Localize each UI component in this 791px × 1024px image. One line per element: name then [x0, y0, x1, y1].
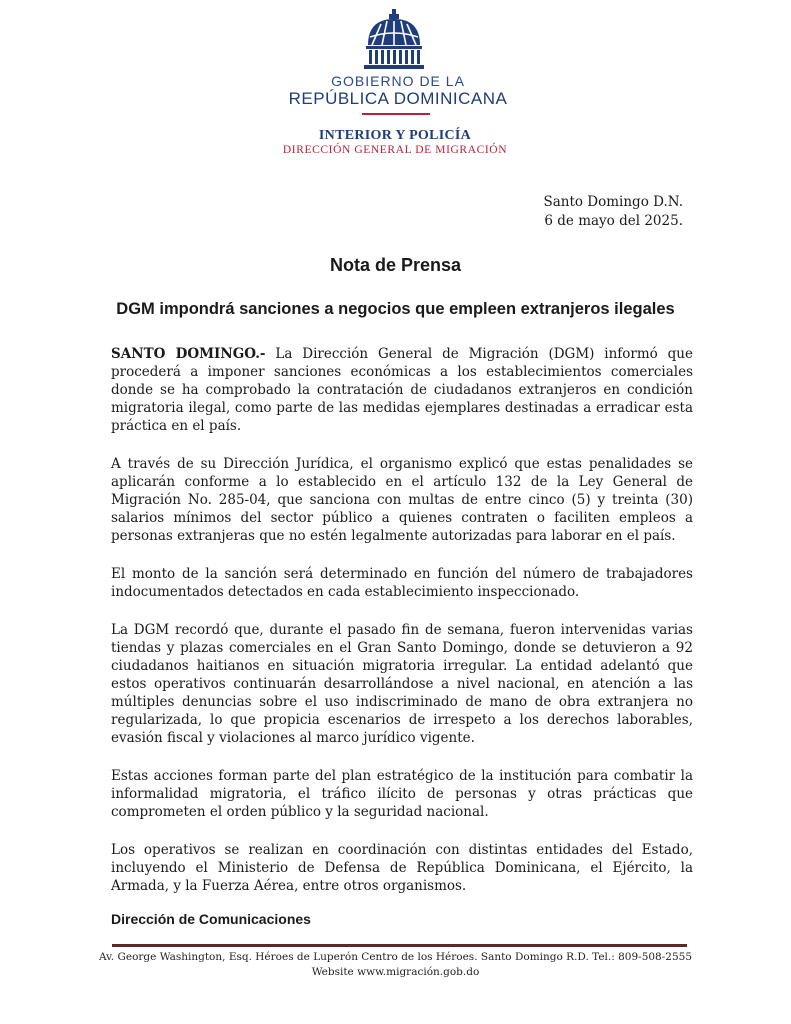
- ministry-name: INTERIOR Y POLICÍA: [318, 128, 472, 143]
- dateline-date: 6 de mayo del 2025.: [544, 213, 683, 229]
- body-paragraph-4: La DGM recordó que, durante el pasado fin de semana, fueron intervenidas varias tiendas y plazas comerciales en el Gran Santo Domingo, donde se detuvieron a 92 ciudadanos haitianos en situación migratoria irregular. La entidad adelantó que estos operativos continuarán desarrollándose a nivel nacional, en atención a las múltiples denuncias sobre el uso indiscriminado de mano de obra extranjera no regularizada, lo que propicia escenarios de irrespeto a los derechos laborables, evasión fiscal y violaciones al marco jurídico vigente.: [111, 622, 693, 746]
- agency-name: DIRECCIÓN GENERAL DE MIGRACIÓN: [282, 144, 508, 156]
- body-paragraph-6: Los operativos se realizan en coordinación con distintas entidades del Estado, incluyendo el Ministerio de Defensa de República Dominicana, el Ejército, la Armada, y la Fuerza Aérea, entre otros organismos.: [111, 842, 693, 894]
- capitol-dome-icon: [362, 9, 426, 71]
- footer-divider: [112, 944, 687, 947]
- footer-address: Av. George Washington, Esq. Héroes de Luperón Centro de los Héroes. Santo Domingo R.D. Tel.: 809-508-2555: [98, 951, 693, 963]
- dateline: [543, 193, 683, 231]
- body-paragraph-3: El monto de la sanción será determinado en función del número de trabajadores indocumentados detectados en cada establecimiento inspeccionado.: [111, 566, 693, 600]
- footer-website: Website www.migración.gob.do: [311, 966, 480, 978]
- signature-department: Dirección de Comunicaciones: [111, 911, 311, 927]
- body-paragraph-1: [111, 345, 693, 435]
- lead-in: SANTO DOMINGO.-: [111, 346, 266, 362]
- body-paragraph-5: Estas acciones forman parte del plan estratégico de la institución para combatir la informalidad migratoria, el tráfico ilícito de personas y otras prácticas que comprometen el orden público y la seguridad nacional.: [111, 768, 693, 820]
- government-name-line1: GOBIERNO DE LA: [331, 73, 465, 89]
- press-body: [111, 345, 693, 915]
- dateline-place: Santo Domingo D.N.: [543, 194, 683, 210]
- document-title: Nota de Prensa: [329, 255, 462, 275]
- government-name-line2: REPÚBLICA DOMINICANA: [288, 89, 508, 108]
- paragraph-1-text: La Dirección General de Migración (DGM) informó que procederá a imponer sanciones económicas a los establecimientos comerciales donde se ha comprobado la contratación de ciudadanos extranjeros en condición migratoria ilegal, como parte de las medidas ejemplares destinadas a erradicar esta práctica en el país.: [111, 346, 693, 434]
- body-paragraph-2: A través de su Dirección Jurídica, el organismo explicó que estas penalidades se aplicarán conforme a lo establecido en el artículo 132 de la Ley General de Migración No. 285-04, que sanciona con multas de entre cinco (5) y treinta (30) salarios mínimos del sector público a quienes contraten o faciliten empleos a personas extranjeras que no estén legalmente autorizadas para laborar en el país.: [111, 456, 693, 544]
- header-divider: [362, 113, 430, 115]
- press-headline: DGM impondrá sanciones a negocios que empleen extranjeros ilegales: [116, 300, 675, 318]
